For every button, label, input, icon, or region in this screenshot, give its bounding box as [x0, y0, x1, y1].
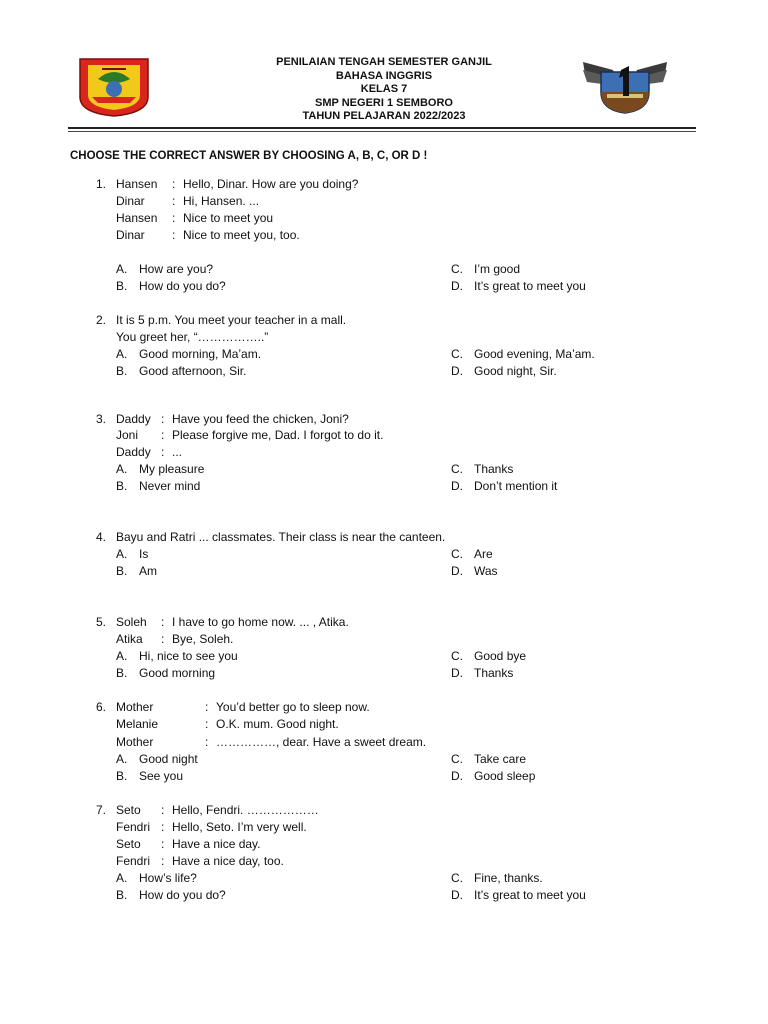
dialog-speaker: Seto [116, 837, 141, 851]
dialog-text: Have a nice day, too. [172, 854, 284, 868]
dialog-colon: : [161, 632, 165, 646]
option-b: B. Good morning [116, 666, 216, 680]
option-text: Am [139, 564, 157, 578]
option-c: C. Are [451, 547, 493, 561]
option-a: A. How are you? [116, 262, 214, 276]
option-text: Good afternoon, Sir. [139, 364, 247, 378]
option-a: A. Good night [116, 752, 198, 766]
option-text: I’m good [474, 262, 521, 276]
dialog-colon: : [161, 412, 165, 426]
option-text: Good bye [474, 649, 527, 663]
dialog-speaker: Hansen [116, 211, 158, 225]
dialog-colon: : [161, 428, 165, 442]
option-text: Good evening, Ma’am. [474, 347, 595, 361]
header-line-exam: PENILAIAN TENGAH SEMESTER GANJIL [276, 56, 492, 68]
option-c: C. Thanks [451, 462, 514, 476]
dialog-speaker: Joni [116, 428, 139, 442]
dialog-text: I have to go home now. ... , Atika. [172, 615, 349, 629]
dialog-text: ... [172, 445, 183, 459]
option-text: Are [474, 547, 493, 561]
option-text: Hi, nice to see you [139, 649, 238, 663]
dialog-speaker: Seto [116, 803, 141, 817]
question-text: You greet her, “……………..” [116, 330, 269, 344]
dialog-text: ……………, dear. Have a sweet dream. [216, 735, 427, 749]
dialog-colon: : [172, 228, 176, 242]
header-line-school: SMP NEGERI 1 SEMBORO [315, 96, 453, 109]
option-d: D. It’s great to meet you [451, 888, 586, 902]
dialog-speaker: Soleh [116, 615, 147, 629]
option-b: B. How do you do? [116, 279, 226, 293]
option-text: Good night [139, 752, 198, 766]
option-a: A. Hi, nice to see you [116, 649, 238, 663]
option-a: A. Good morning, Ma’am. [116, 347, 262, 361]
header-line-year: TAHUN PELAJARAN 2022/2023 [302, 110, 466, 123]
option-c: C. Good evening, Ma’am. [451, 347, 595, 361]
option-text: Is [139, 547, 149, 561]
option-text: My pleasure [139, 462, 205, 476]
option-b: B. How do you do? [116, 888, 226, 902]
option-c: C. Good bye [451, 649, 527, 663]
school-emblem-logo [583, 56, 667, 114]
question-text: Bayu and Ratri ... classmates. Their class is near the canteen. [116, 530, 446, 544]
option-b: B. See you [116, 769, 184, 783]
header-line-subject: BAHASA INGGRIS [335, 69, 433, 82]
dialog-colon: : [161, 615, 165, 629]
dialog-text: Hello, Fendri. ……………… [172, 803, 319, 817]
option-text: See you [139, 769, 184, 783]
option-d: D. Good sleep [451, 769, 536, 783]
question-number: 5. [96, 615, 107, 629]
option-text: Thanks [474, 666, 514, 680]
dialog-text: Hi, Hansen. ... [183, 194, 260, 208]
dialog-text: Have a nice day. [172, 837, 261, 851]
dialog-speaker: Fendri [116, 820, 151, 834]
dialog-speaker: Dinar [116, 194, 145, 208]
option-d: D. It’s great to meet you [451, 279, 586, 293]
option-a: A. My pleasure [116, 462, 205, 476]
option-a: A. How’s life? [116, 871, 197, 885]
option-text: Was [474, 564, 498, 578]
dialog-colon: : [161, 820, 165, 834]
option-text: Good sleep [474, 769, 536, 783]
option-text: How’s life? [139, 871, 197, 885]
option-text: Thanks [474, 462, 514, 476]
dialog-colon: : [161, 837, 165, 851]
option-a: A. Is [116, 547, 149, 561]
option-text: How are you? [139, 262, 214, 276]
dialog-text: Nice to meet you, too. [183, 228, 300, 242]
option-text: Take care [474, 752, 527, 766]
dialog-colon: : [205, 700, 209, 714]
dialog-text: Hello, Seto. I’m very well. [172, 820, 307, 834]
question-number: 3. [96, 412, 107, 426]
dialog-colon: : [172, 194, 176, 208]
dialog-text: Bye, Soleh. [172, 632, 234, 646]
option-text: It’s great to meet you [474, 279, 586, 293]
question-number: 2. [96, 313, 107, 327]
option-c: C. Fine, thanks. [451, 871, 543, 885]
option-text: Never mind [139, 479, 201, 493]
header-divider-thick [68, 127, 696, 129]
question-number: 7. [96, 803, 107, 817]
option-d: D. Thanks [451, 666, 514, 680]
dialog-text: O.K. mum. Good night. [216, 717, 339, 731]
dialog-text: Please forgive me, Dad. I forgot to do it. [172, 428, 384, 442]
dialog-speaker: Hansen [116, 177, 158, 191]
option-text: How do you do? [139, 888, 226, 902]
instructions-text: CHOOSE THE CORRECT ANSWER BY CHOOSING A, B, C, OR D ! [70, 150, 428, 162]
dialog-text: Hello, Dinar. How are you doing? [183, 177, 359, 191]
option-text: Fine, thanks. [474, 871, 543, 885]
question-number: 4. [96, 530, 107, 544]
option-text: Good night, Sir. [474, 364, 557, 378]
option-text: It’s great to meet you [474, 888, 586, 902]
dialog-colon: : [172, 177, 176, 191]
dialog-text: You’d better go to sleep now. [216, 700, 370, 714]
dialog-colon: : [161, 445, 165, 459]
option-c: C. Take care [451, 752, 527, 766]
option-d: D. Good night, Sir. [451, 364, 557, 378]
dialog-colon: : [161, 854, 165, 868]
option-text: How do you do? [139, 279, 226, 293]
dialog-speaker: Melanie [116, 717, 159, 731]
dialog-speaker: Dinar [116, 228, 145, 242]
option-b: B. Am [116, 564, 157, 578]
question-number: 6. [96, 700, 107, 714]
dialog-speaker: Mother [116, 735, 154, 749]
dialog-text: Nice to meet you [183, 211, 274, 225]
dialog-colon: : [161, 803, 165, 817]
dialog-speaker: Mother [116, 700, 154, 714]
header-divider-thin [68, 131, 696, 132]
dialog-colon: : [205, 717, 209, 731]
dialog-speaker: Fendri [116, 854, 151, 868]
option-d: D. Don’t mention it [451, 479, 558, 493]
option-text: Good morning, Ma’am. [139, 347, 262, 361]
dialog-colon: : [172, 211, 176, 225]
option-b: B. Good afternoon, Sir. [116, 364, 247, 378]
question-text: It is 5 p.m. You meet your teacher in a mall. [116, 313, 347, 327]
header-line-class: KELAS 7 [360, 83, 408, 96]
dialog-colon: : [205, 735, 209, 749]
question-number: 1. [96, 177, 107, 191]
dialog-speaker: Atika [116, 632, 143, 646]
dialog-speaker: Daddy [116, 445, 151, 459]
option-d: D. Was [451, 564, 498, 578]
dialog-text: Have you feed the chicken, Joni? [172, 412, 349, 426]
dialog-speaker: Daddy [116, 412, 151, 426]
option-text: Good morning [139, 666, 216, 680]
option-c: C. I’m good [451, 262, 521, 276]
option-text: Don’t mention it [474, 479, 558, 493]
option-b: B. Never mind [116, 479, 201, 493]
